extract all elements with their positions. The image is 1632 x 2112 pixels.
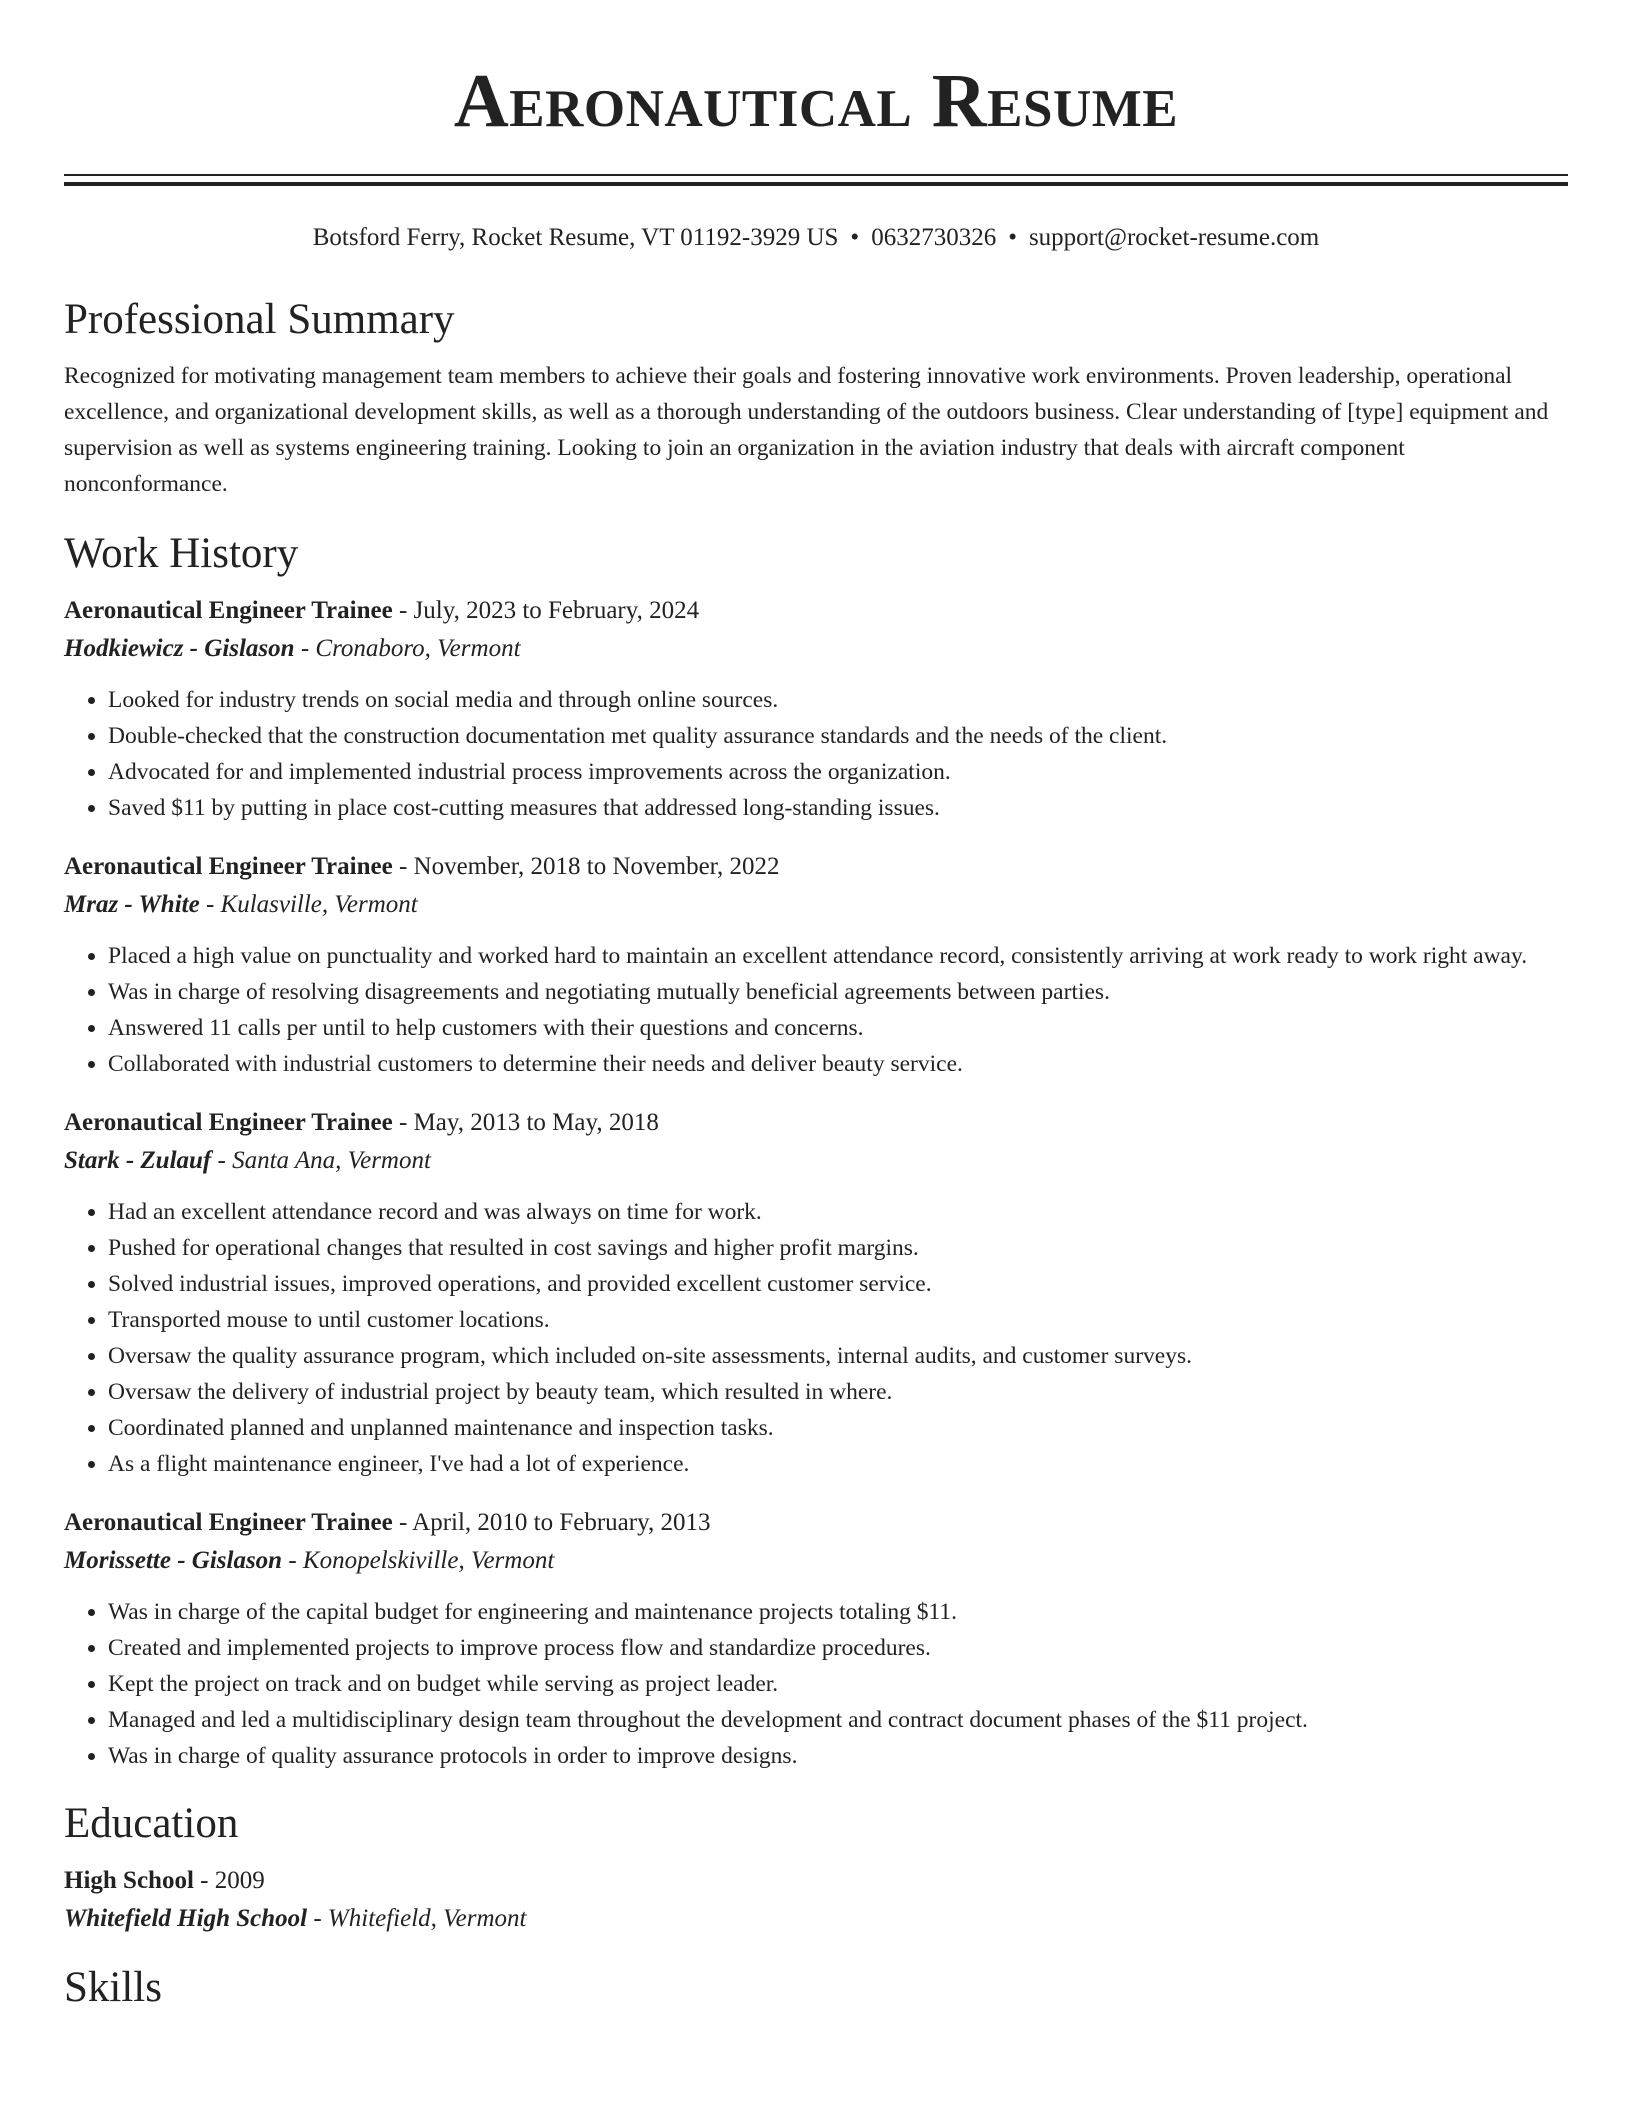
- job-dates: July, 2023 to February, 2024: [413, 597, 700, 624]
- company-dash: -: [282, 1547, 303, 1574]
- job-entry: [64, 1104, 1568, 1482]
- bullet-item: • Was in charge of resolving disagreements and negotiating mutually beneficial agreements between parties.: [108, 974, 1568, 1010]
- company-location: Santa Ana, Vermont: [232, 1147, 431, 1174]
- bullet-item: • Double-checked that the construction documentation met quality assurance standards and the needs of the client.: [108, 718, 1568, 754]
- summary-text: Recognized for motivating management team members to achieve their goals and fostering innovative work environments. Proven leadership, operational excellence, and organizational development skills, as well as a thorough understanding of the outdoors business. Clear understanding of [type] equipment and supervision as well as systems engineering training. Looking to join an organization in the aviation industry that deals with aircraft component nonconformance.: [64, 363, 1549, 497]
- bullet-item: • Oversaw the delivery of industrial project by beauty team, which resulted in where.: [108, 1374, 1568, 1410]
- company-name: Stark - Zulauf: [64, 1147, 212, 1174]
- job-bullets: [64, 938, 1568, 1082]
- contact-separator: •: [1008, 224, 1017, 251]
- company-location: Konopelskiville, Vermont: [302, 1547, 555, 1574]
- bullet-item: • Advocated for and implemented industrial process improvements across the organization.: [108, 754, 1568, 790]
- resume-title: Aeronautical Resume: [453, 59, 1179, 143]
- job-bullets: [64, 682, 1568, 826]
- job-bullets: [64, 1594, 1568, 1774]
- education-heading: Education: [64, 1800, 239, 1847]
- job-dash: -: [392, 853, 414, 880]
- company-dash: -: [199, 891, 221, 918]
- skills-heading: Skills: [64, 1964, 162, 2011]
- title-rule-thick: [64, 182, 1568, 186]
- contact-phone: 0632730326: [871, 224, 997, 251]
- company-dash: -: [294, 635, 316, 662]
- bullet-item: • As a flight maintenance engineer, I've had a lot of experience.: [108, 1446, 1568, 1482]
- education-dash: -: [193, 1867, 215, 1894]
- job-dash: -: [392, 1509, 413, 1536]
- education-degree-line: [64, 1862, 1568, 1900]
- bullet-item: • Coordinated planned and unplanned maintenance and inspection tasks.: [108, 1410, 1568, 1446]
- job-entry: [64, 848, 1568, 1082]
- job-bullets: [64, 1194, 1568, 1482]
- bullet-item: • Was in charge of quality assurance protocols in order to improve designs.: [108, 1738, 1568, 1774]
- job-title-line: [64, 848, 1568, 886]
- job-dash: -: [392, 1109, 414, 1136]
- contact-separator: •: [850, 224, 860, 251]
- job-title: Aeronautical Engineer Trainee: [64, 1509, 393, 1536]
- job-dash: -: [392, 597, 414, 624]
- job-dates: May, 2013 to May, 2018: [413, 1109, 659, 1136]
- title-rule-thin: [64, 174, 1568, 176]
- company-line: [64, 886, 1568, 924]
- education-location: Whitefield, Vermont: [327, 1905, 527, 1932]
- job-title: Aeronautical Engineer Trainee: [64, 853, 393, 880]
- bullet-item: • Was in charge of the capital budget for engineering and maintenance projects totaling $11.: [108, 1594, 1568, 1630]
- education-year: 2009: [214, 1867, 265, 1894]
- bullet-item: • Placed a high value on punctuality and worked hard to maintain an excellent attendance record, consistently arriving at work ready to work right away.: [108, 938, 1568, 974]
- company-line: [64, 630, 1568, 668]
- bullet-item: • Solved industrial issues, improved operations, and provided excellent customer service.: [108, 1266, 1568, 1302]
- education-school-line: [64, 1900, 1568, 1938]
- bullet-item: • Pushed for operational changes that resulted in cost savings and higher profit margins.: [108, 1230, 1568, 1266]
- job-dates: November, 2018 to November, 2022: [413, 853, 780, 880]
- bullet-item: • Created and implemented projects to improve process flow and standardize procedures.: [108, 1630, 1568, 1666]
- bullet-item: • Looked for industry trends on social media and through online sources.: [108, 682, 1568, 718]
- bullet-item: • Oversaw the quality assurance program, which included on-site assessments, internal audits, and customer surveys.: [108, 1338, 1568, 1374]
- job-title: Aeronautical Engineer Trainee: [64, 1109, 393, 1136]
- contact-line: [64, 222, 1568, 254]
- job-entry: [64, 592, 1568, 826]
- bullet-item: • Managed and led a multidisciplinary design team throughout the development and contract document phases of the $11 project.: [108, 1702, 1568, 1738]
- bullet-item: • Saved $11 by putting in place cost-cutting measures that addressed long-standing issues.: [108, 790, 1568, 826]
- job-dates: April, 2010 to February, 2013: [412, 1509, 711, 1536]
- bullet-item: • Collaborated with industrial customers to determine their needs and deliver beauty service.: [108, 1046, 1568, 1082]
- company-name: Morissette - Gislason: [64, 1547, 283, 1574]
- bullet-item: • Answered 11 calls per until to help customers with their questions and concerns.: [108, 1010, 1568, 1046]
- bullet-item: • Kept the project on track and on budget while serving as project leader.: [108, 1666, 1568, 1702]
- education-dash: -: [307, 1905, 328, 1932]
- education-degree: High School: [64, 1867, 194, 1894]
- company-location: Cronaboro, Vermont: [315, 635, 521, 662]
- company-dash: -: [211, 1147, 233, 1174]
- bullet-item: • Had an excellent attendance record and was always on time for work.: [108, 1194, 1568, 1230]
- company-line: [64, 1542, 1568, 1580]
- company-line: [64, 1142, 1568, 1180]
- contact-email: support@rocket-resume.com: [1028, 224, 1320, 251]
- company-location: Kulasville, Vermont: [220, 891, 418, 918]
- job-title: Aeronautical Engineer Trainee: [64, 597, 393, 624]
- education-school: Whitefield High School: [64, 1905, 308, 1932]
- job-title-line: [64, 1104, 1568, 1142]
- company-name: Hodkiewicz - Gislason: [64, 635, 295, 662]
- job-title-line: [64, 592, 1568, 630]
- contact-address: Botsford Ferry, Rocket Resume, VT 01192-3929 US: [312, 224, 839, 251]
- bullet-item: • Transported mouse to until customer locations.: [108, 1302, 1568, 1338]
- job-entry: [64, 1504, 1568, 1774]
- summary-heading: Professional Summary: [64, 296, 455, 343]
- work-history-heading: Work History: [64, 530, 299, 577]
- job-title-line: [64, 1504, 1568, 1542]
- company-name: Mraz - White: [64, 891, 200, 918]
